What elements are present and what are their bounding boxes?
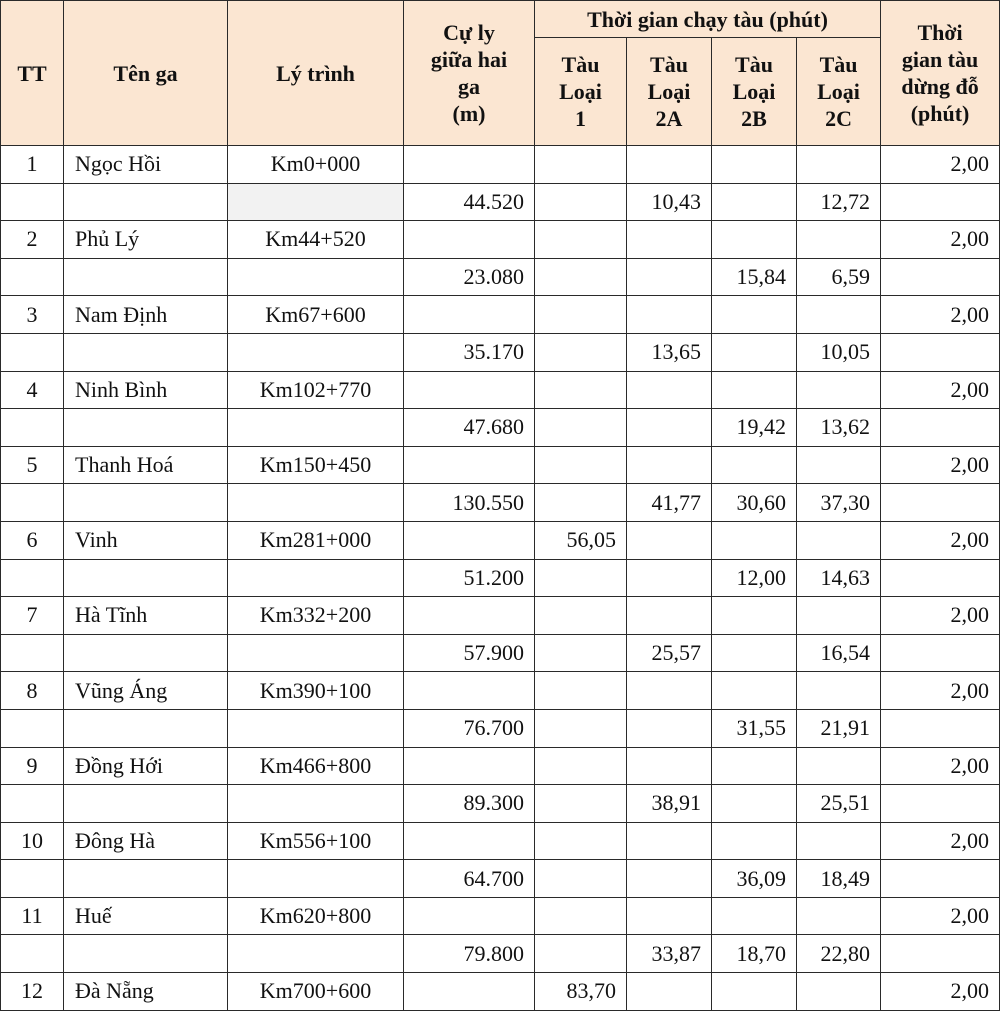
time-type-2a [627, 747, 712, 785]
segment-time-type-2b: 18,70 [712, 935, 797, 973]
station-number: 4 [1, 371, 64, 409]
segment-time-type-2b [712, 785, 797, 823]
time-type-2a [627, 597, 712, 635]
stop-time: 2,00 [881, 371, 1000, 409]
station-row [1, 672, 1000, 710]
time-type-2a [627, 897, 712, 935]
header-type-1: Tàu Loại 1 [535, 38, 627, 146]
station-number: 12 [1, 973, 64, 1011]
station-km: Km281+000 [228, 521, 404, 559]
segment-row [1, 258, 1000, 296]
header-type-2a: Tàu Loại 2A [627, 38, 712, 146]
station-km: Km0+000 [228, 146, 404, 184]
station-row [1, 371, 1000, 409]
time-type-2a [627, 146, 712, 184]
segment-time-type-1 [535, 183, 627, 221]
segment-time-type-2c: 21,91 [797, 709, 881, 747]
time-type-2b [712, 146, 797, 184]
distance-cell [404, 371, 535, 409]
segment-km [228, 935, 404, 973]
segment-time-type-1 [535, 559, 627, 597]
time-type-1 [535, 446, 627, 484]
segment-name [64, 333, 228, 371]
header-distance: Cự ly giữa hai ga (m) [404, 1, 535, 146]
segment-row [1, 484, 1000, 522]
segment-time-type-2b: 30,60 [712, 484, 797, 522]
segment-time-type-1 [535, 333, 627, 371]
segment-time-type-2a [627, 860, 712, 898]
segment-time-type-2c: 12,72 [797, 183, 881, 221]
table-header [1, 1, 1000, 146]
time-type-2b [712, 597, 797, 635]
station-name: Thanh Hoá [64, 446, 228, 484]
segment-distance: 44.520 [404, 183, 535, 221]
time-type-2c [797, 897, 881, 935]
time-type-2c [797, 822, 881, 860]
segment-time-type-2b: 19,42 [712, 409, 797, 447]
station-number: 8 [1, 672, 64, 710]
segment-time-type-2a [627, 409, 712, 447]
segment-time-type-2a [627, 258, 712, 296]
time-type-1 [535, 822, 627, 860]
segment-distance: 23.080 [404, 258, 535, 296]
time-type-2c [797, 521, 881, 559]
station-row [1, 446, 1000, 484]
segment-time-type-2b [712, 183, 797, 221]
segment-name [64, 409, 228, 447]
station-row [1, 747, 1000, 785]
station-number: 3 [1, 296, 64, 334]
station-km: Km700+600 [228, 973, 404, 1011]
segment-time-type-2c: 13,62 [797, 409, 881, 447]
time-type-2b [712, 897, 797, 935]
station-number: 2 [1, 221, 64, 259]
segment-name [64, 634, 228, 672]
segment-number [1, 484, 64, 522]
time-type-2a [627, 446, 712, 484]
station-name: Phủ Lý [64, 221, 228, 259]
time-type-1: 56,05 [535, 521, 627, 559]
segment-distance: 51.200 [404, 559, 535, 597]
time-type-2c [797, 296, 881, 334]
station-km: Km556+100 [228, 822, 404, 860]
distance-cell [404, 747, 535, 785]
time-type-2b [712, 822, 797, 860]
station-row [1, 296, 1000, 334]
station-name: Đồng Hới [64, 747, 228, 785]
segment-time-type-1 [535, 484, 627, 522]
distance-cell [404, 822, 535, 860]
station-number: 9 [1, 747, 64, 785]
time-type-2b [712, 296, 797, 334]
segment-distance: 76.700 [404, 709, 535, 747]
table-body [1, 146, 1000, 1011]
segment-distance: 64.700 [404, 860, 535, 898]
distance-cell [404, 597, 535, 635]
station-km: Km150+450 [228, 446, 404, 484]
segment-time-type-2b: 12,00 [712, 559, 797, 597]
header-type-2b: Tàu Loại 2B [712, 38, 797, 146]
segment-stop-time [881, 484, 1000, 522]
stop-time: 2,00 [881, 221, 1000, 259]
header-running-time: Thời gian chạy tàu (phút) [535, 1, 881, 38]
stop-time: 2,00 [881, 446, 1000, 484]
time-type-2b [712, 371, 797, 409]
segment-time-type-2c: 14,63 [797, 559, 881, 597]
station-km: Km102+770 [228, 371, 404, 409]
time-type-2b [712, 446, 797, 484]
segment-km [228, 634, 404, 672]
stop-time: 2,00 [881, 597, 1000, 635]
segment-distance: 89.300 [404, 785, 535, 823]
segment-distance: 130.550 [404, 484, 535, 522]
segment-km [228, 559, 404, 597]
segment-name [64, 484, 228, 522]
distance-cell [404, 221, 535, 259]
distance-cell [404, 446, 535, 484]
segment-time-type-2a: 41,77 [627, 484, 712, 522]
segment-number [1, 634, 64, 672]
segment-time-type-1 [535, 860, 627, 898]
time-type-2c [797, 221, 881, 259]
segment-name [64, 785, 228, 823]
time-type-2b [712, 221, 797, 259]
segment-time-type-1 [535, 709, 627, 747]
segment-km [228, 860, 404, 898]
distance-cell [404, 296, 535, 334]
header-type-2c: Tàu Loại 2C [797, 38, 881, 146]
segment-time-type-2c: 16,54 [797, 634, 881, 672]
station-km: Km67+600 [228, 296, 404, 334]
stop-time: 2,00 [881, 672, 1000, 710]
segment-row [1, 183, 1000, 221]
segment-number [1, 409, 64, 447]
time-type-1 [535, 672, 627, 710]
distance-cell [404, 897, 535, 935]
station-name: Nam Định [64, 296, 228, 334]
segment-time-type-2b [712, 634, 797, 672]
time-type-2c [797, 146, 881, 184]
segment-time-type-2a: 10,43 [627, 183, 712, 221]
segment-distance: 47.680 [404, 409, 535, 447]
segment-row [1, 860, 1000, 898]
segment-km [228, 409, 404, 447]
header-stop-time: Thời gian tàu dừng đỗ (phút) [881, 1, 1000, 146]
stop-time: 2,00 [881, 822, 1000, 860]
segment-time-type-1 [535, 785, 627, 823]
segment-time-type-2c: 6,59 [797, 258, 881, 296]
segment-name [64, 709, 228, 747]
time-type-2a [627, 973, 712, 1011]
stop-time: 2,00 [881, 521, 1000, 559]
distance-cell [404, 146, 535, 184]
station-name: Ninh Bình [64, 371, 228, 409]
segment-time-type-1 [535, 409, 627, 447]
station-row [1, 897, 1000, 935]
segment-stop-time [881, 709, 1000, 747]
station-number: 7 [1, 597, 64, 635]
segment-row [1, 785, 1000, 823]
station-number: 5 [1, 446, 64, 484]
time-type-2a [627, 221, 712, 259]
segment-time-type-2b [712, 333, 797, 371]
segment-distance: 79.800 [404, 935, 535, 973]
station-row [1, 521, 1000, 559]
segment-name [64, 935, 228, 973]
segment-time-type-2c: 10,05 [797, 333, 881, 371]
time-type-2a [627, 822, 712, 860]
segment-row [1, 709, 1000, 747]
segment-name [64, 860, 228, 898]
distance-cell [404, 973, 535, 1011]
segment-number [1, 709, 64, 747]
station-number: 1 [1, 146, 64, 184]
segment-name [64, 258, 228, 296]
time-type-2a [627, 672, 712, 710]
segment-number [1, 258, 64, 296]
time-type-1 [535, 146, 627, 184]
segment-stop-time [881, 333, 1000, 371]
station-number: 11 [1, 897, 64, 935]
segment-km [228, 709, 404, 747]
stop-time: 2,00 [881, 296, 1000, 334]
segment-stop-time [881, 785, 1000, 823]
segment-distance: 57.900 [404, 634, 535, 672]
segment-row [1, 333, 1000, 371]
segment-time-type-2a: 33,87 [627, 935, 712, 973]
time-type-2c [797, 597, 881, 635]
time-type-1 [535, 221, 627, 259]
time-type-2b [712, 521, 797, 559]
station-km: Km390+100 [228, 672, 404, 710]
segment-km [228, 484, 404, 522]
time-type-1 [535, 897, 627, 935]
time-type-1 [535, 747, 627, 785]
segment-stop-time [881, 183, 1000, 221]
station-km: Km44+520 [228, 221, 404, 259]
segment-km [228, 183, 404, 221]
header-km: Lý trình [228, 1, 404, 146]
time-type-2a [627, 521, 712, 559]
station-name: Hà Tĩnh [64, 597, 228, 635]
time-type-2c [797, 747, 881, 785]
segment-number [1, 785, 64, 823]
segment-stop-time [881, 935, 1000, 973]
segment-time-type-1 [535, 258, 627, 296]
segment-number [1, 935, 64, 973]
segment-time-type-2a: 38,91 [627, 785, 712, 823]
station-row [1, 597, 1000, 635]
segment-number [1, 183, 64, 221]
segment-km [228, 258, 404, 296]
segment-distance: 35.170 [404, 333, 535, 371]
time-type-2b [712, 747, 797, 785]
time-type-2c [797, 371, 881, 409]
segment-time-type-1 [535, 935, 627, 973]
time-type-2b [712, 973, 797, 1011]
time-type-1 [535, 296, 627, 334]
stop-time: 2,00 [881, 973, 1000, 1011]
segment-name [64, 183, 228, 221]
segment-row [1, 559, 1000, 597]
header-station-name: Tên ga [64, 1, 228, 146]
segment-number [1, 860, 64, 898]
station-row [1, 146, 1000, 184]
station-name: Vũng Áng [64, 672, 228, 710]
station-name: Vinh [64, 521, 228, 559]
distance-cell [404, 672, 535, 710]
segment-time-type-2c: 37,30 [797, 484, 881, 522]
time-type-2a [627, 371, 712, 409]
segment-number [1, 333, 64, 371]
time-type-1 [535, 597, 627, 635]
header-tt: TT [1, 1, 64, 146]
segment-stop-time [881, 634, 1000, 672]
station-row [1, 221, 1000, 259]
segment-row [1, 634, 1000, 672]
segment-time-type-2a [627, 709, 712, 747]
time-type-1 [535, 371, 627, 409]
segment-name [64, 559, 228, 597]
stop-time: 2,00 [881, 897, 1000, 935]
stop-time: 2,00 [881, 747, 1000, 785]
segment-time-type-2a [627, 559, 712, 597]
segment-km [228, 785, 404, 823]
segment-stop-time [881, 860, 1000, 898]
segment-time-type-2c: 18,49 [797, 860, 881, 898]
time-type-2a [627, 296, 712, 334]
segment-time-type-2b: 36,09 [712, 860, 797, 898]
station-name: Đông Hà [64, 822, 228, 860]
time-type-2c [797, 973, 881, 1011]
station-km: Km332+200 [228, 597, 404, 635]
segment-time-type-2c: 25,51 [797, 785, 881, 823]
time-type-2b [712, 672, 797, 710]
segment-row [1, 409, 1000, 447]
segment-stop-time [881, 559, 1000, 597]
station-number: 6 [1, 521, 64, 559]
time-type-2c [797, 672, 881, 710]
segment-km [228, 333, 404, 371]
station-name: Ngọc Hồi [64, 146, 228, 184]
station-row [1, 822, 1000, 860]
segment-stop-time [881, 409, 1000, 447]
station-km: Km466+800 [228, 747, 404, 785]
station-number: 10 [1, 822, 64, 860]
station-name: Huế [64, 897, 228, 935]
segment-stop-time [881, 258, 1000, 296]
distance-cell [404, 521, 535, 559]
station-km: Km620+800 [228, 897, 404, 935]
segment-time-type-2a: 13,65 [627, 333, 712, 371]
station-row [1, 973, 1000, 1011]
segment-time-type-2b: 15,84 [712, 258, 797, 296]
segment-time-type-2a: 25,57 [627, 634, 712, 672]
segment-row [1, 935, 1000, 973]
time-type-2c [797, 446, 881, 484]
segment-time-type-2b: 31,55 [712, 709, 797, 747]
segment-number [1, 559, 64, 597]
segment-time-type-1 [535, 634, 627, 672]
segment-time-type-2c: 22,80 [797, 935, 881, 973]
time-type-1: 83,70 [535, 973, 627, 1011]
stop-time: 2,00 [881, 146, 1000, 184]
station-name: Đà Nẵng [64, 973, 228, 1011]
